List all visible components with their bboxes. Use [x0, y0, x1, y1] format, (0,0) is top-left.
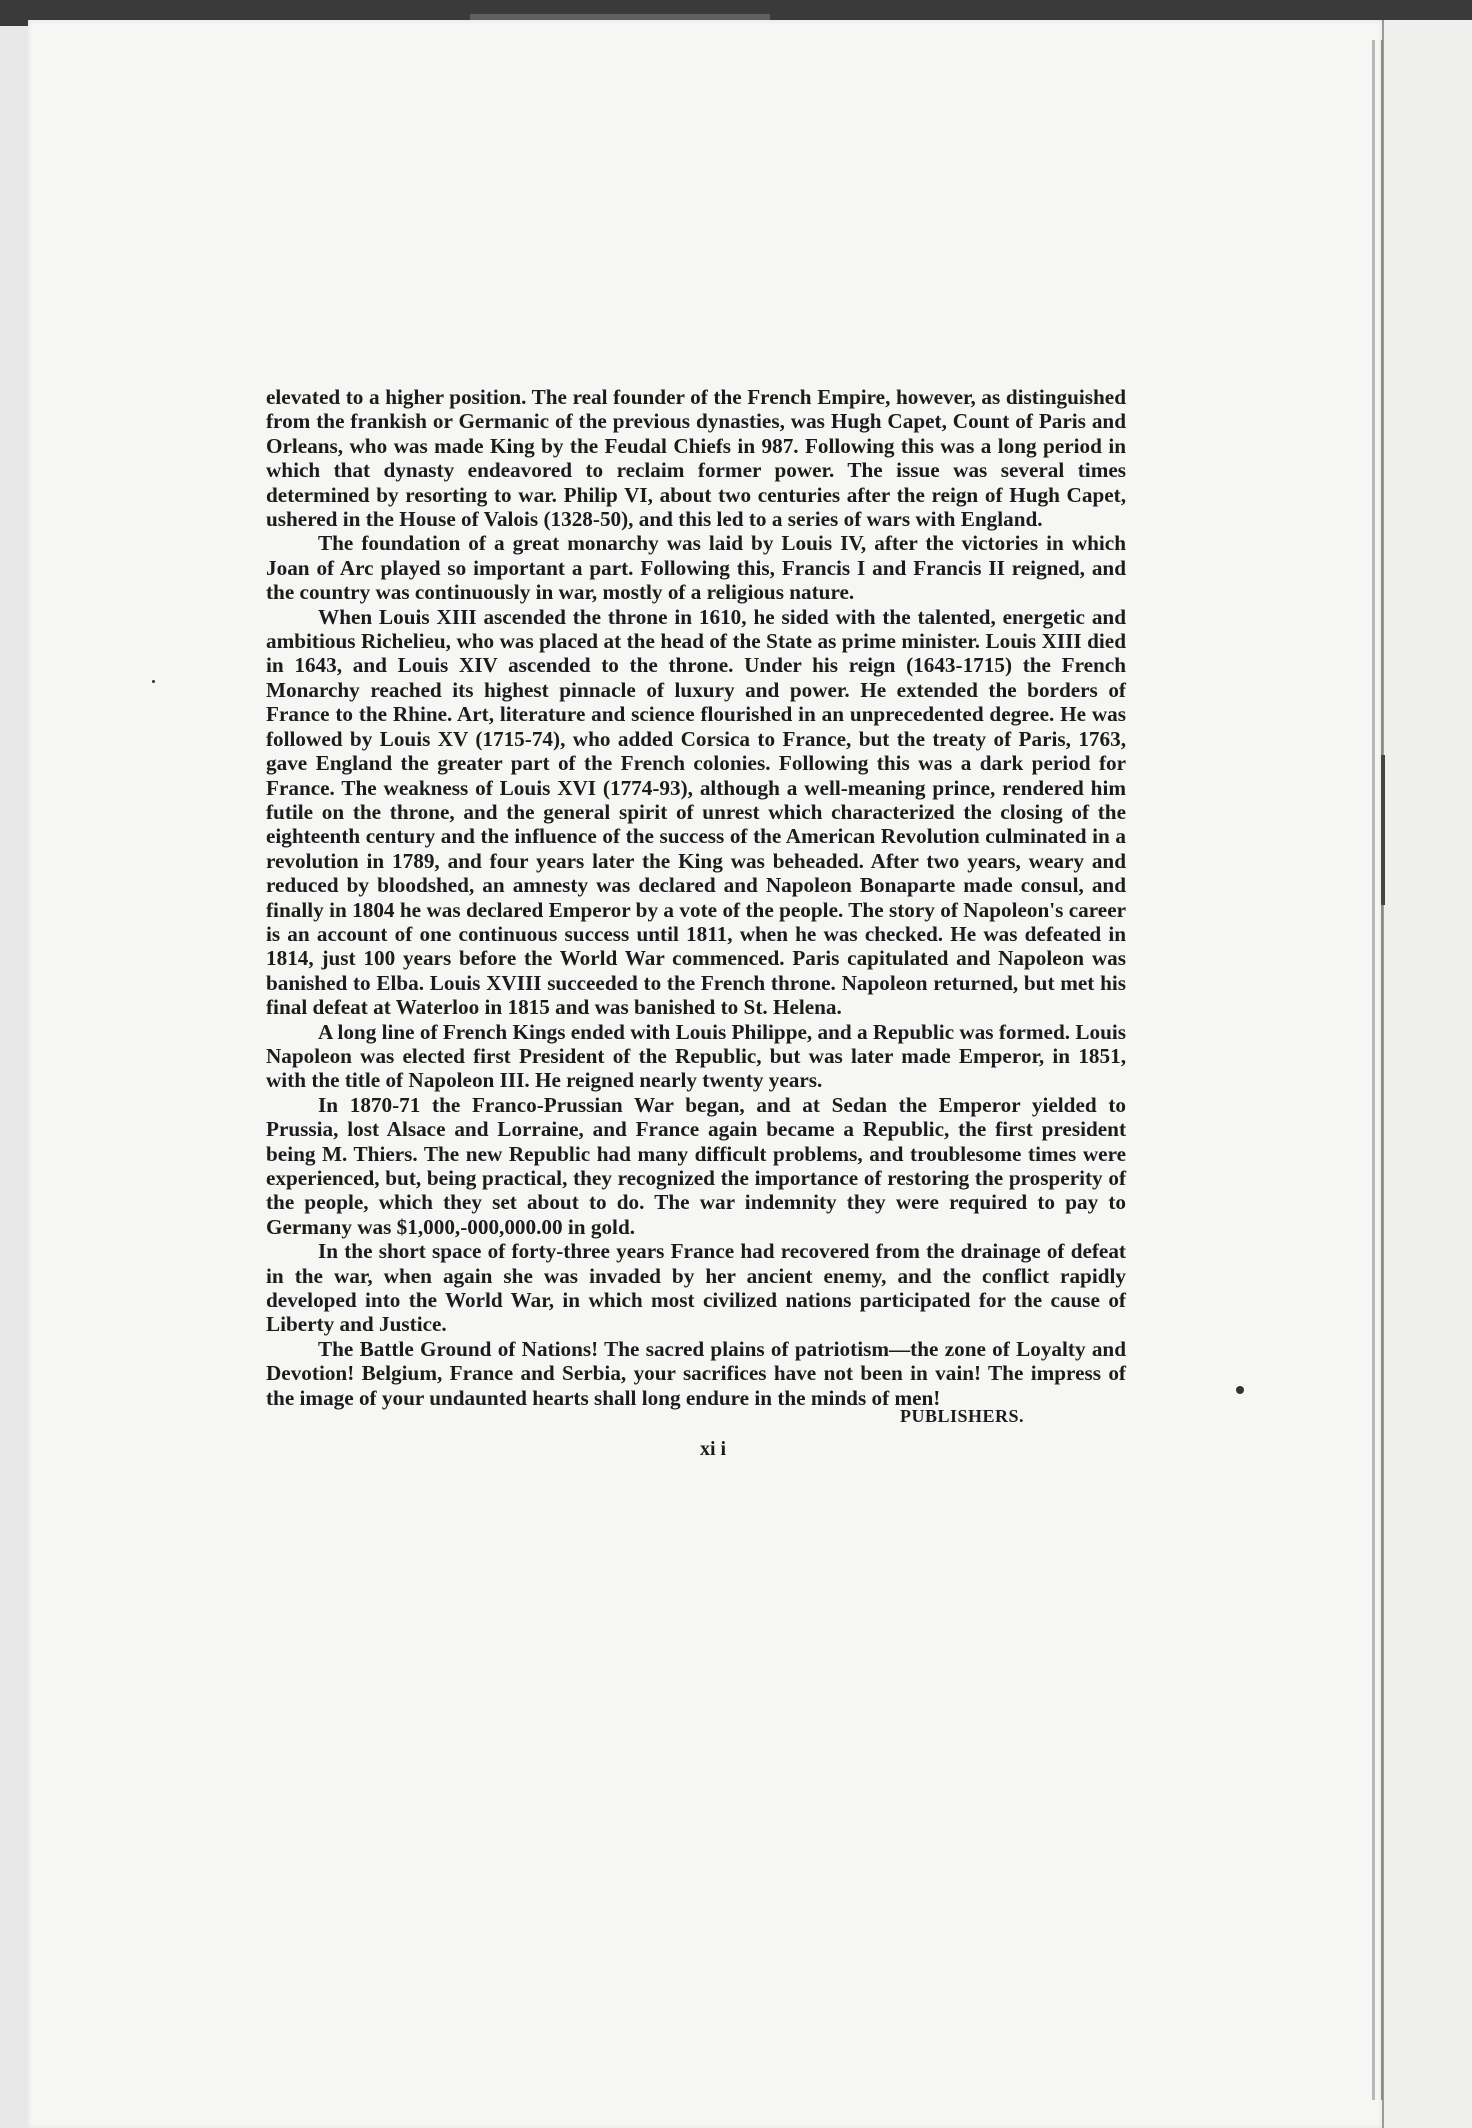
page-fold-line [1381, 40, 1383, 2100]
binding-mark [1381, 755, 1385, 905]
paragraph-4: A long line of French Kings ended with Louis Philippe, and a Republic was formed. Louis Napoleon was elected first President of the Republic, but was later made Emperor, in 1851, with the title of Napoleon III. He reigned nearly twenty years. [266, 1019, 1126, 1093]
publishers-signature: PUBLISHERS. [900, 1406, 1025, 1426]
paragraph-1: elevated to a higher position. The real founder of the French Empire, however, as distinguished from the frankish or Germanic of the previous dynasties, was Hugh Capet, Count of Paris and Orleans, who was made King by the Feudal Chiefs in 987. Following this was a long period in which that dynasty endeavored to reclaim former power. The issue was several times determined by resorting to war. Philip VI, about two centuries after the reign of Hugh Capet, ushered in the House of Valois (1328-50), and this led to a series of wars with England. [266, 385, 1126, 532]
paragraph-7: The Battle Ground of Nations! The sacred plains of patriotism—the zone of Loyalty and Devotion! Belgium, France and Serbia, your sacrifices have not been in vain! The impress of the image of your undaunted hearts shall long endure in the minds of men! [266, 1336, 1126, 1410]
ink-speck [1236, 1386, 1244, 1394]
ink-speck [152, 680, 155, 683]
body-text [266, 385, 1126, 1410]
paragraph-3: When Louis XIII ascended the throne in 1610, he sided with the talented, energetic and ambitious Richelieu, who was placed at the head of the State as prime minister. Louis XIII died in 1643, and Louis XIV ascended to the throne. Under his reign (1643-1715) the French Monarchy reached its highest pinnacle of luxury and power. He extended the borders of France to the Rhine. Art, literature and science flourished in an unprecedented degree. He was followed by Louis XV (1715-74), who added Corsica to France, but the treaty of Paris, 1763, gave England the greater part of the French colonies. Following this was a dark period for France. The weakness of Louis XVI (1774-93), although a well-meaning prince, rendered him futile on the throne, and the general spirit of unrest which characterized the closing of the eighteenth century and the influence of the success of the American Revolution culminated in a revolution in 1789, and four years later the King was beheaded. After two years, weary and reduced by bloodshed, an amnesty was declared and Napoleon Bonaparte made consul, and finally in 1804 he was declared Emperor by a vote of the people. The story of Napoleon's career is an account of one continuous success until 1811, when he was checked. He was defeated in 1814, just 100 years before the World War commenced. Paris capitulated and Napoleon was banished to Elba. Louis XVIII succeeded to the French throne. Napoleon returned, but met his final defeat at Waterloo in 1815 and was banished to St. Helena. [266, 604, 1126, 1020]
paragraph-6: In the short space of forty-three years France had recovered from the drainage of defeat in the war, when again she was invaded by her ancient enemy, and the conflict rapidly developed into the World War, in which most civilized nations participated for the cause of Liberty and Justice. [266, 1239, 1126, 1337]
paragraph-5: In 1870-71 the Franco-Prussian War began, and at Sedan the Emperor yielded to Prussia, lost Alsace and Lorraine, and France again became a Republic, the first president being M. Thiers. The new Republic had many difficult problems, and troublesome times were experienced, but, being practical, they recognized the importance of restoring the prosperity of the people, which they set about to do. The war indemnity they were required to pay to Germany was $1,000,-000,000.00 in gold. [266, 1092, 1126, 1239]
page-fold-shadow [1372, 40, 1375, 2100]
page-number: xi i [700, 1438, 727, 1460]
next-page-edge [1382, 20, 1472, 2128]
paragraph-2: The foundation of a great monarchy was laid by Louis IV, after the victories in which Joan of Arc played so important a part. Following this, Francis I and Francis II reigned, and the country was continuously in war, mostly of a religious nature. [266, 531, 1126, 605]
